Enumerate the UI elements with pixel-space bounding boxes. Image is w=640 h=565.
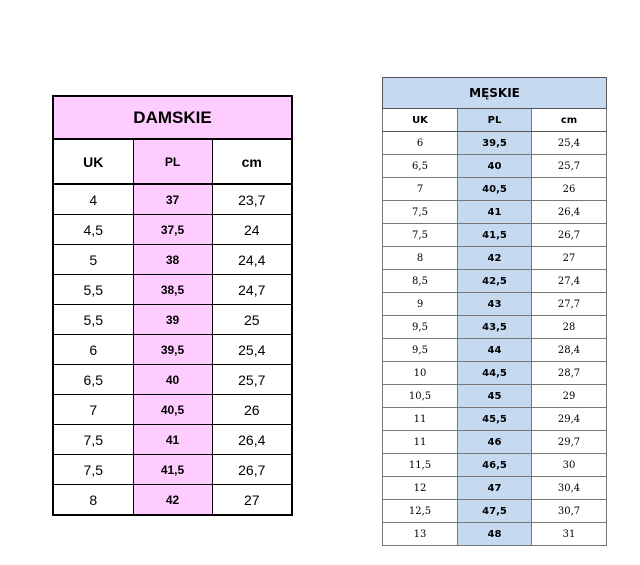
men-table-body (383, 132, 607, 546)
men-cm-cell: 25,4 (532, 132, 607, 155)
men-pl-cell: 40,5 (458, 178, 532, 201)
men-cm-cell: 27,7 (532, 293, 607, 316)
men-uk-cell: 9,5 (383, 339, 458, 362)
women-cm-cell: 26,7 (212, 455, 292, 485)
men-table-row (383, 201, 607, 224)
women-pl-cell: 39,5 (133, 335, 212, 365)
men-uk-cell: 13 (383, 523, 458, 546)
women-table-row (53, 335, 292, 365)
women-header-row (53, 139, 292, 184)
men-table-row (383, 293, 607, 316)
men-table-row (383, 316, 607, 339)
women-cm-cell: 25 (212, 305, 292, 335)
men-uk-cell: 8 (383, 247, 458, 270)
women-cm-cell: 26,4 (212, 425, 292, 455)
men-table-row (383, 178, 607, 201)
men-cm-cell: 30,7 (532, 500, 607, 523)
men-header-cm: cm (532, 109, 607, 132)
men-uk-cell: 6 (383, 132, 458, 155)
men-cm-cell: 26 (532, 178, 607, 201)
men-table-row (383, 385, 607, 408)
men-table-row (383, 224, 607, 247)
men-table-row (383, 247, 607, 270)
women-table-row (53, 275, 292, 305)
men-cm-cell: 30 (532, 454, 607, 477)
women-uk-cell: 8 (53, 485, 133, 516)
women-uk-cell: 5 (53, 245, 133, 275)
women-uk-cell: 6 (53, 335, 133, 365)
men-cm-cell: 27 (532, 247, 607, 270)
women-header-cm: cm (212, 139, 292, 184)
men-cm-cell: 28 (532, 316, 607, 339)
women-table-row (53, 455, 292, 485)
men-table-row (383, 132, 607, 155)
men-uk-cell: 12 (383, 477, 458, 500)
women-uk-cell: 5,5 (53, 305, 133, 335)
men-uk-cell: 11,5 (383, 454, 458, 477)
women-uk-cell: 6,5 (53, 365, 133, 395)
women-table-row (53, 425, 292, 455)
women-header-pl: PL (133, 139, 212, 184)
men-cm-cell: 29 (532, 385, 607, 408)
men-table-row (383, 339, 607, 362)
men-uk-cell: 7 (383, 178, 458, 201)
men-uk-cell: 12,5 (383, 500, 458, 523)
women-table-row (53, 245, 292, 275)
men-uk-cell: 8,5 (383, 270, 458, 293)
men-cm-cell: 26,4 (532, 201, 607, 224)
women-uk-cell: 4,5 (53, 215, 133, 245)
men-uk-cell: 6,5 (383, 155, 458, 178)
women-cm-cell: 25,7 (212, 365, 292, 395)
men-cm-cell: 27,4 (532, 270, 607, 293)
women-table-row (53, 184, 292, 215)
men-uk-cell: 11 (383, 408, 458, 431)
men-pl-cell: 39,5 (458, 132, 532, 155)
women-table-body (53, 184, 292, 515)
men-table-title: MĘSKIE (383, 78, 607, 109)
men-table-row (383, 408, 607, 431)
men-pl-cell: 45,5 (458, 408, 532, 431)
women-pl-cell: 40 (133, 365, 212, 395)
men-pl-cell: 42 (458, 247, 532, 270)
women-pl-cell: 39 (133, 305, 212, 335)
women-table-row (53, 305, 292, 335)
men-table-row (383, 523, 607, 546)
men-header-row (383, 109, 607, 132)
men-cm-cell: 31 (532, 523, 607, 546)
women-uk-cell: 4 (53, 184, 133, 215)
women-cm-cell: 27 (212, 485, 292, 516)
men-table-row (383, 270, 607, 293)
women-uk-cell: 5,5 (53, 275, 133, 305)
women-cm-cell: 24,7 (212, 275, 292, 305)
men-pl-cell: 41 (458, 201, 532, 224)
men-table-row (383, 431, 607, 454)
men-table-row (383, 155, 607, 178)
men-cm-cell: 25,7 (532, 155, 607, 178)
women-cm-cell: 25,4 (212, 335, 292, 365)
men-pl-cell: 46,5 (458, 454, 532, 477)
women-cm-cell: 24 (212, 215, 292, 245)
women-uk-cell: 7,5 (53, 455, 133, 485)
women-size-table (52, 95, 293, 516)
men-pl-cell: 45 (458, 385, 532, 408)
men-cm-cell: 29,7 (532, 431, 607, 454)
men-table-row (383, 362, 607, 385)
men-size-table (382, 77, 607, 546)
women-uk-cell: 7,5 (53, 425, 133, 455)
men-cm-cell: 26,7 (532, 224, 607, 247)
women-table-row (53, 485, 292, 516)
men-pl-cell: 47 (458, 477, 532, 500)
men-pl-cell: 47,5 (458, 500, 532, 523)
men-uk-cell: 7,5 (383, 224, 458, 247)
women-uk-cell: 7 (53, 395, 133, 425)
men-pl-cell: 46 (458, 431, 532, 454)
men-pl-cell: 43 (458, 293, 532, 316)
men-header-uk: UK (383, 109, 458, 132)
men-pl-cell: 41,5 (458, 224, 532, 247)
men-uk-cell: 11 (383, 431, 458, 454)
men-pl-cell: 44 (458, 339, 532, 362)
men-uk-cell: 9,5 (383, 316, 458, 339)
men-uk-cell: 10,5 (383, 385, 458, 408)
men-table-row (383, 477, 607, 500)
men-table-row (383, 454, 607, 477)
men-uk-cell: 7,5 (383, 201, 458, 224)
women-pl-cell: 37 (133, 184, 212, 215)
men-cm-cell: 28,7 (532, 362, 607, 385)
men-cm-cell: 29,4 (532, 408, 607, 431)
men-cm-cell: 30,4 (532, 477, 607, 500)
women-pl-cell: 38,5 (133, 275, 212, 305)
women-cm-cell: 26 (212, 395, 292, 425)
women-pl-cell: 41,5 (133, 455, 212, 485)
women-pl-cell: 41 (133, 425, 212, 455)
men-cm-cell: 28,4 (532, 339, 607, 362)
men-pl-cell: 48 (458, 523, 532, 546)
women-table-row (53, 365, 292, 395)
women-pl-cell: 38 (133, 245, 212, 275)
women-pl-cell: 40,5 (133, 395, 212, 425)
men-pl-cell: 43,5 (458, 316, 532, 339)
men-pl-cell: 44,5 (458, 362, 532, 385)
men-uk-cell: 10 (383, 362, 458, 385)
women-pl-cell: 42 (133, 485, 212, 516)
men-header-pl: PL (458, 109, 532, 132)
women-table-row (53, 395, 292, 425)
men-pl-cell: 40 (458, 155, 532, 178)
women-pl-cell: 37,5 (133, 215, 212, 245)
women-cm-cell: 23,7 (212, 184, 292, 215)
men-uk-cell: 9 (383, 293, 458, 316)
women-header-uk: UK (53, 139, 133, 184)
women-table-row (53, 215, 292, 245)
men-table-row (383, 500, 607, 523)
women-table-title: DAMSKIE (53, 96, 292, 139)
women-cm-cell: 24,4 (212, 245, 292, 275)
men-pl-cell: 42,5 (458, 270, 532, 293)
